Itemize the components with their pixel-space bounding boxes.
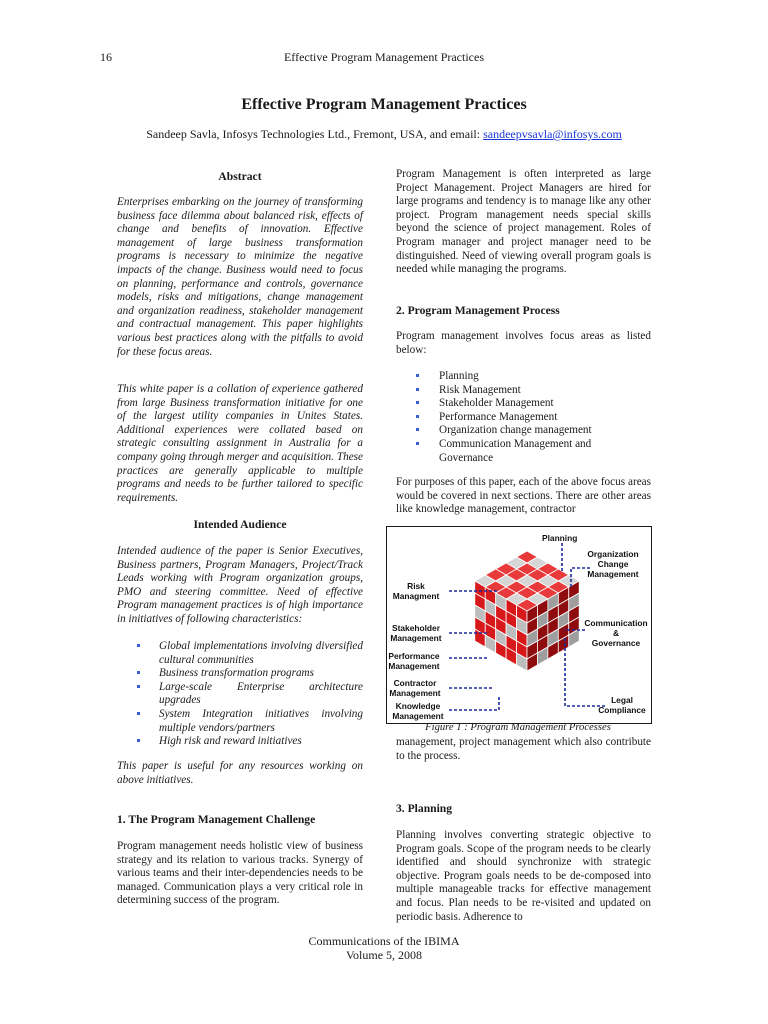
program-intro-paragraph: Program Management is often interpreted as large Project Management. Project Managers are hired for large programs and tendency is to manage like any other project. Program management needs special skills beyond the science of project management. Roles of Program manager and project manager need to be distinguished. Need of viewing overall program goals is needed while managing the programs. xyxy=(396,168,651,276)
cube-graphic xyxy=(475,551,579,671)
label-performance-2: Management xyxy=(388,661,440,671)
label-communication-3: Governance xyxy=(591,638,641,648)
section-2-intro: Program management involves focus areas as listed below: xyxy=(396,330,651,356)
bullet-icon xyxy=(416,401,419,404)
label-risk-2: Managment xyxy=(392,591,440,601)
audience-closing: This paper is useful for any resources working on above initiatives. xyxy=(117,760,363,786)
abstract-heading: Abstract xyxy=(218,170,262,183)
page-number: 16 xyxy=(100,50,112,64)
label-contractor-1: Contractor xyxy=(393,678,437,688)
label-planning: Planning xyxy=(542,533,578,543)
label-stakeholder-1: Stakeholder xyxy=(392,623,440,633)
figure-caption: Figure 1 : Program Management Processes xyxy=(425,722,611,733)
list-item: Organization change management xyxy=(396,424,651,438)
bullet-icon xyxy=(416,388,419,391)
list-item: Stakeholder Management xyxy=(396,397,651,411)
label-communication-2: & xyxy=(612,628,620,638)
bullet-icon xyxy=(137,712,140,715)
section-1-heading: 1. The Program Management Challenge xyxy=(117,813,316,826)
list-item: Risk Management xyxy=(396,384,651,398)
list-item: System Integration initiatives involving multiple vendors/partners xyxy=(117,708,363,735)
author-text: Sandeep Savla, Infosys Technologies Ltd., Fremont, USA, and email: xyxy=(146,127,484,141)
list-item: Large-scale Enterprise architecture upgrades xyxy=(117,681,363,708)
label-knowledge-2: Management xyxy=(392,711,444,721)
audience-heading: Intended Audience xyxy=(193,518,287,531)
bullet-icon xyxy=(416,415,419,418)
list-item: Global implementations involving diversified cultural communities xyxy=(117,640,363,667)
label-stakeholder-2: Management xyxy=(390,633,442,643)
bullet-icon xyxy=(416,442,419,445)
process-figure xyxy=(386,526,652,724)
label-communication-1: Communication xyxy=(584,618,648,628)
section-2-heading: 2. Program Management Process xyxy=(396,304,560,317)
label-contractor-2: Management xyxy=(389,688,441,698)
section-1-paragraph: Program management needs holistic view of business strategy and its relation to various tracks. Synergy of various teams and their inter-dependencies needs to be managed. Communication plays a very critical role in determining success of the program. xyxy=(117,840,363,907)
footer-journal: Communications of the IBIMA xyxy=(308,934,460,948)
label-knowledge-1: Knowledge xyxy=(395,701,441,711)
audience-intro: Intended audience of the paper is Senior Executives, Business partners, Program Managers, Project/Track Leads working with Program organization groups, PMO and steering committee. Need of effective Program management practices is of high importance in initiatives of following characteristics: xyxy=(117,545,363,625)
footer xyxy=(0,934,768,962)
label-legal-1: Legal xyxy=(611,695,633,705)
list-item: Business transformation programs xyxy=(117,667,363,681)
author-email-link[interactable]: sandeepvsavla@infosys.com xyxy=(483,127,622,141)
section-3-heading: 3. Planning xyxy=(396,802,453,815)
label-risk-1: Risk xyxy=(407,581,425,591)
footer-volume: Volume 5, 2008 xyxy=(345,948,423,962)
abstract-paragraph-2: This white paper is a collation of experience gathered from large Business transformation initiative for one of the largest utility companies in Unites States. Additional experiences were collated based on strategic consulting assignment in Australia for a company going through merger and acquisition. These practices are generally applicable to multiple programs and needs to be further tailored to specific requirements. xyxy=(117,383,363,504)
label-org-change-3: Management xyxy=(587,569,639,579)
running-header: Effective Program Management Practices xyxy=(283,50,485,64)
bullet-icon xyxy=(137,685,140,688)
process-cube-diagram xyxy=(387,527,651,723)
focus-area-list xyxy=(396,370,651,465)
audience-list xyxy=(117,640,363,749)
section-2-paragraph: For purposes of this paper, each of the above focus areas would be covered in next sections. There are other areas like knowledge management, contractor xyxy=(396,476,651,516)
section-2-continuation: management, project management which also contribute to the process. xyxy=(396,736,651,762)
label-org-change-2: Change xyxy=(597,559,629,569)
knowledge-connector xyxy=(449,697,499,710)
paper-title: Effective Program Management Practices xyxy=(241,96,527,113)
label-org-change-1: Organization xyxy=(587,549,639,559)
label-performance-1: Performance xyxy=(388,651,440,661)
section-3-paragraph: Planning involves converting strategic objective to Program goals. Scope of the program needs to be clearly identified and should synchronize with strategic objective. Program goals needs to be de-composed into multiple manageable tracks for effective management and focus. Plan needs to be re-visited and updated on periodic basis. Adherence to xyxy=(396,829,651,923)
author-line xyxy=(0,127,768,142)
list-item: Performance Management xyxy=(396,411,651,425)
bullet-icon xyxy=(137,739,140,742)
list-item: Communication Management and Governance xyxy=(396,438,651,465)
abstract-paragraph-1: Enterprises embarking on the journey of transforming business face dilemma about balanced risk, effects of change and benefits of innovation. Effective management of large business transformation programs is necessary to minimize the negative impacts of the change. Business would need to focus on planning, performance and controls, governance models, risks and mitigations, change management and organization readiness, stakeholder management and contractual management. This paper highlights various best practices along with the pitfalls to avoid for these focus areas. xyxy=(117,196,363,358)
bullet-icon xyxy=(137,644,140,647)
bullet-icon xyxy=(416,428,419,431)
bullet-icon xyxy=(416,374,419,377)
list-item: High risk and reward initiatives xyxy=(117,735,363,749)
list-item: Planning xyxy=(396,370,651,384)
label-legal-2: Compliance xyxy=(598,705,646,715)
bullet-icon xyxy=(137,671,140,674)
